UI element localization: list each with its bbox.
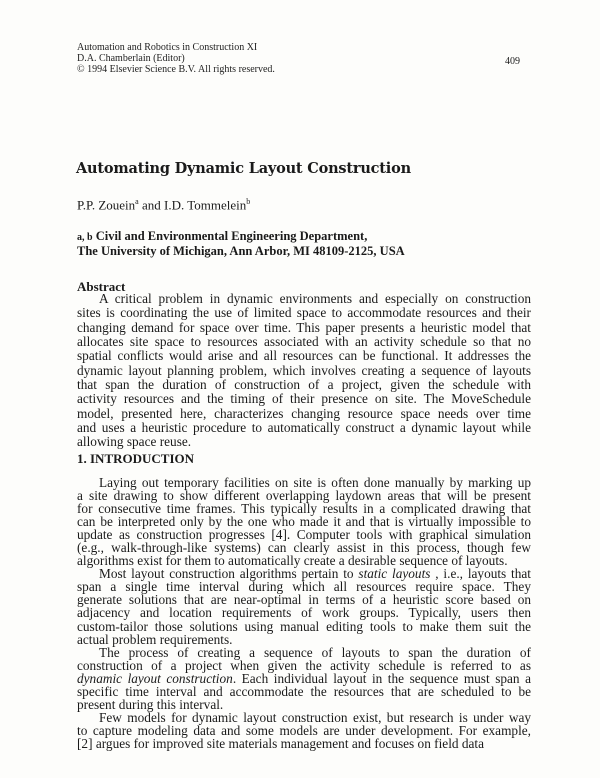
text-segment: a site drawing to show different overlapping laydown areas that will be present <box>77 488 531 504</box>
affiliation-marks: a, b <box>77 232 93 243</box>
text-segment: allocates site space to resources associated with an activity schedule so that no <box>77 334 531 350</box>
text-segment: . Each individual layout in the sequence must span a <box>232 670 531 686</box>
text-segment: A critical problem in dynamic environments and especially on construction <box>99 291 531 306</box>
author-2: I.D. Tommelein <box>164 197 247 213</box>
text-line <box>77 435 531 449</box>
journal-name: Automation and Robotics in Construction XI <box>77 42 258 53</box>
paper-title: Automating Dynamic Layout Construction <box>76 160 411 177</box>
affiliation-line-1 <box>77 229 367 244</box>
text-segment: activity resources and the timing of their presence on site. The MoveSchedule <box>77 391 531 407</box>
editor: D.A. Chamberlain (Editor) <box>77 53 185 64</box>
text-line <box>77 292 531 306</box>
text-segment: generate solutions that are near-optimal in terms of a heuristic score based on <box>77 592 531 608</box>
text-segment: construction of a project when given the activity schedule is referred to as <box>77 657 531 673</box>
text-line <box>77 321 531 335</box>
page-number: 409 <box>505 56 520 67</box>
text-line <box>77 407 531 421</box>
text-segment: spatial conflicts would arise and all resources can be functional. It addresses the <box>77 348 531 364</box>
author-1: P.P. Zouein <box>77 197 136 213</box>
text-segment: Laying out temporary facilities on site is often done manually by marking up <box>99 475 531 490</box>
text-segment: can be interpreted only by the one who made it and that is virtually impossible to <box>77 514 531 530</box>
text-line <box>77 306 531 320</box>
author-1-mark: a <box>135 197 139 206</box>
text-segment: specific time interval and accommodate the resources that are scheduled to be <box>77 683 531 699</box>
text-segment: changing demand for space over time. This paper presents a heuristic model that <box>77 319 531 335</box>
text-line <box>77 378 531 392</box>
authors-and: and <box>138 197 164 213</box>
text-segment: Most layout construction algorithms pertain to <box>99 566 359 582</box>
text-segment: sites is coordinating the use of limited space to accommodate resources and their <box>77 305 531 321</box>
introduction-body <box>77 476 531 750</box>
introduction-heading: 1. INTRODUCTION <box>77 451 195 466</box>
italic-term: dynamic layout construction <box>77 670 233 686</box>
affiliation-dept: Civil and Environmental Engineering Department, <box>92 229 368 243</box>
text-segment: custom-tailor those solutions using manual editing tools to make them suit the <box>77 618 531 634</box>
text-segment: , i.e., layouts that <box>430 566 531 582</box>
text-segment: dynamic layout planning problem, which involves creating a sequence of layouts <box>77 362 531 378</box>
text-segment: to capture modeling data and some models are under development. For example, <box>77 722 531 738</box>
text-segment: for consecutive time frames. This typically results in a complicated drawing that <box>77 501 531 517</box>
text-line <box>77 737 531 750</box>
text-line <box>77 349 531 363</box>
abstract-heading: Abstract <box>77 279 126 294</box>
text-segment: (e.g., walk-through-like systems) can clearly assist in this process, though few <box>77 540 531 556</box>
text-segment: The process of creating a sequence of layouts to span the duration of <box>99 644 531 660</box>
text-segment: model, presented here, characterizes changing resource space needs over time <box>77 405 531 421</box>
italic-term: static layouts <box>358 566 431 582</box>
author-2-mark: b <box>246 197 251 206</box>
text-segment: and uses a heuristic procedure to automatically construct a dynamic layout while <box>77 420 531 436</box>
abstract-body <box>77 292 531 450</box>
affiliation-line-2: The University of Michigan, Ann Arbor, MI 48109-2125, USA <box>77 244 405 258</box>
text-segment: adjacency and location requirements of work groups. Typically, users then <box>77 605 531 621</box>
text-segment: algorithms exist for them to automatically create a desirable sequence of layouts. <box>77 553 508 569</box>
text-segment: update as construction progresses [4]. Computer tools with graphical simulation <box>77 527 531 543</box>
text-segment: Few models for dynamic layout construction exist, but research is under way <box>99 709 531 725</box>
text-segment: span a single time interval during which all resources require space. They <box>77 579 531 595</box>
authors <box>77 197 250 213</box>
text-line <box>77 335 531 349</box>
text-line <box>77 421 531 435</box>
text-segment: allowing space reuse. <box>77 434 192 450</box>
text-segment: that span the duration of construction of a project, given the schedule with <box>77 377 531 393</box>
text-segment: actual problem requirements. <box>77 631 233 647</box>
text-line <box>77 392 531 406</box>
text-segment: present during this interval. <box>77 696 224 712</box>
text-segment: [2] argues for improved site materials management and focuses on field data <box>77 735 485 751</box>
text-line <box>77 364 531 378</box>
copyright: © 1994 Elsevier Science B.V. All rights reserved. <box>77 64 275 75</box>
